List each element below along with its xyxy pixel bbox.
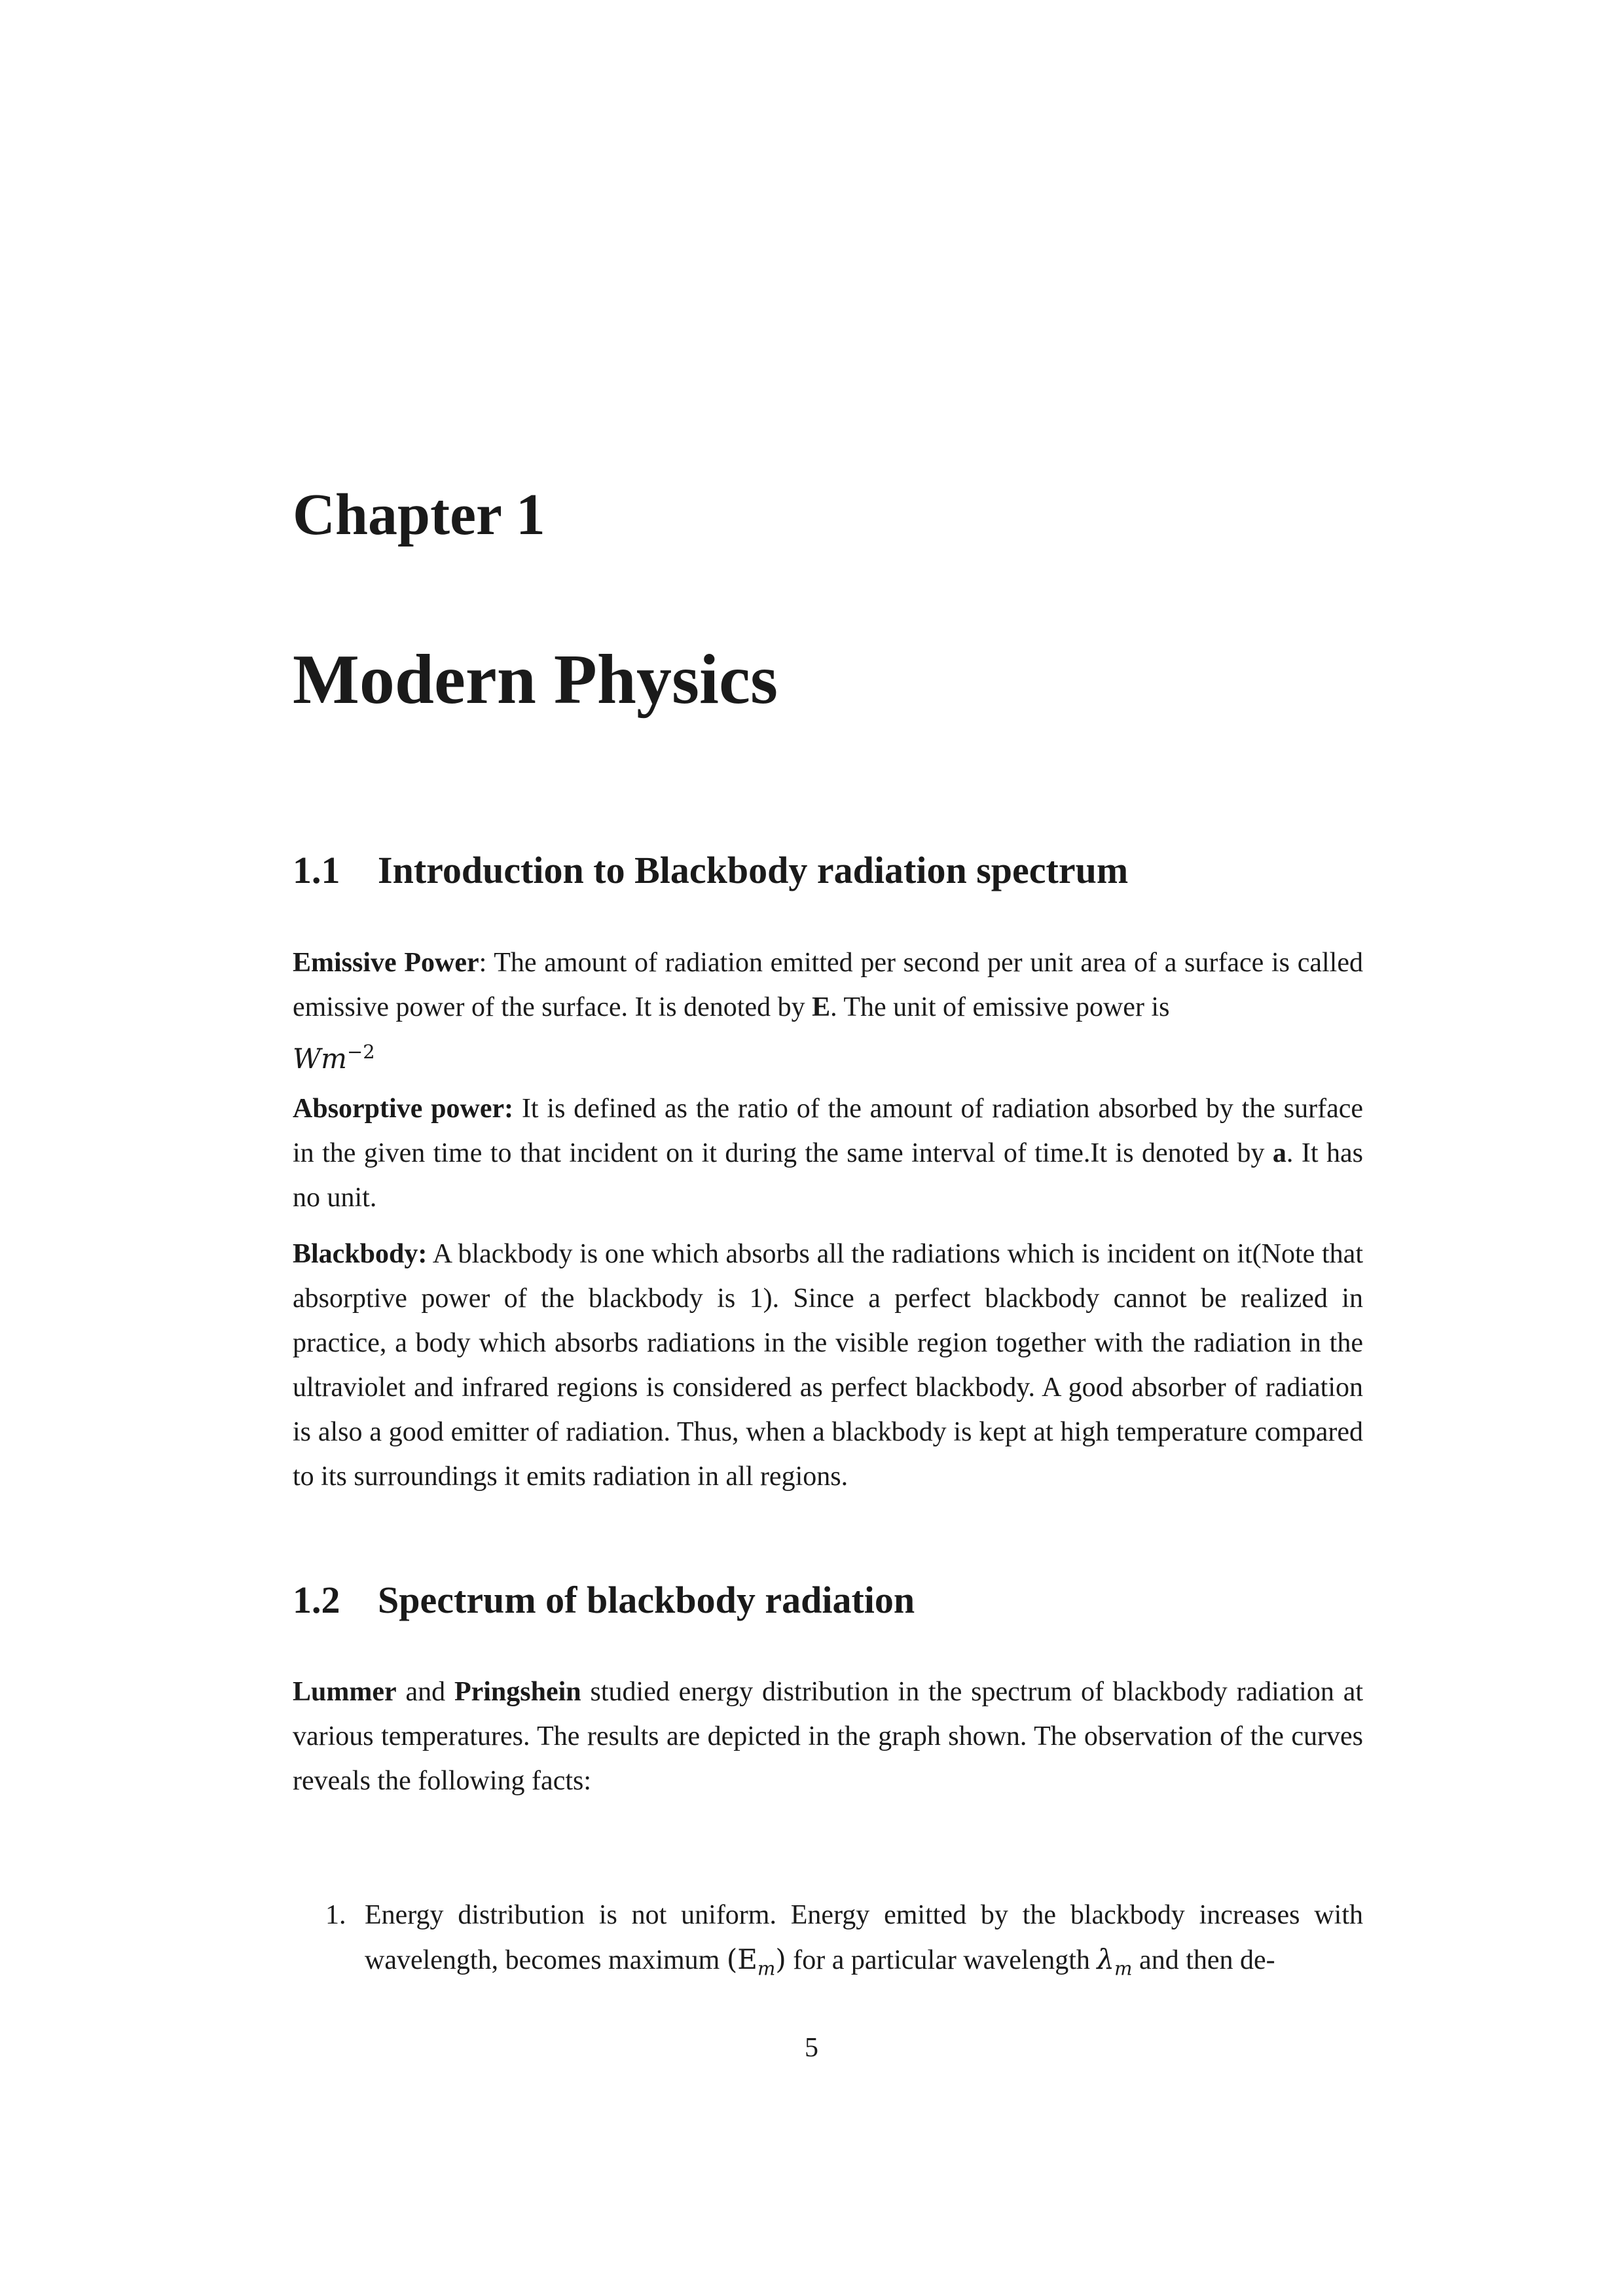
symbol-e: E (812, 992, 831, 1022)
term-blackbody: Blackbody: (293, 1239, 428, 1269)
page-number: 5 (805, 2033, 818, 2063)
paragraph-text: . It has no unit. (293, 1138, 1363, 1213)
lambda-subscript: m (1114, 1957, 1133, 1980)
section-title: Introduction to Blackbody radiation spectrum (378, 849, 1129, 891)
chapter-label: Chapter 1 (293, 482, 545, 547)
lambda-symbol (1097, 1943, 1133, 1980)
symbol-a: a (1272, 1138, 1286, 1168)
section-number: 1.2 (293, 1579, 340, 1621)
term-absorptive-power: Absorptive power: (293, 1094, 514, 1124)
paragraph-absorptive-power (293, 1086, 1363, 1220)
name-lummer: Lummer (293, 1677, 397, 1707)
em-subscript: m (757, 1957, 776, 1980)
paragraph-text: : The amount of radiation emitted per second per unit area of a surface is called emissive power of the surface. It is denoted by (293, 948, 1363, 1022)
paragraph-text: . The unit of emissive power is (830, 992, 1170, 1022)
list-item-text: and then de- (1132, 1945, 1275, 1975)
name-pringshein: Pringshein (454, 1677, 581, 1707)
paragraph-blackbody (293, 1232, 1363, 1499)
list-item-number: 1. (325, 1900, 346, 1930)
list-item (293, 1893, 1363, 1990)
section-number: 1.1 (293, 849, 340, 891)
joiner-text: and (396, 1677, 454, 1707)
term-emissive-power: Emissive Power (293, 948, 479, 978)
paragraph-spectrum (293, 1670, 1363, 1803)
em-symbol (726, 1943, 786, 1980)
section-title: Spectrum of blackbody radiation (378, 1579, 915, 1621)
list-item-text: for a particular wavelength (786, 1945, 1097, 1975)
unit-exponent: −2 (347, 1041, 375, 1063)
em-open: (E (726, 1943, 757, 1975)
chapter-title: Modern Physics (293, 641, 778, 719)
paragraph-text: studied energy distribution in the spectrum of blackbody radiation at various temperatures. The results are depicted in the graph shown. The observation of the curves reveals the following facts: (293, 1677, 1363, 1796)
facts-list (293, 1893, 1363, 1990)
section-heading-1-2 (293, 1581, 915, 1619)
paragraph-text: It is defined as the ratio of the amount of radiation absorbed by the surface in the given time to that incident on it during the same interval of time.It is denoted by (293, 1094, 1364, 1168)
paragraph-emissive-power (293, 941, 1363, 1082)
lambda-char: λ (1097, 1943, 1115, 1975)
unit-formula (293, 1043, 375, 1075)
list-item-text: Energy distribution is not uniform. Energy emitted by the blackbody increases with wavelength, becomes maximum (365, 1900, 1363, 1975)
paragraph-text: A blackbody is one which absorbs all the radiations which is incident on it(Note that absorptive power of the blackbody is 1). Since a perfect blackbody cannot be realized in practice, a body which absorbs radiations in the visible region together with the radiation in the ultraviolet and infrared regions is considered as perfect blackbody. A good absorber of radiation is also a good emitter of radiation. Thus, when a blackbody is kept at high temperature compared to its surroundings it emits radiation in all regions. (293, 1239, 1363, 1492)
section-heading-1-1 (293, 849, 1129, 891)
em-close: ) (775, 1943, 786, 1975)
unit-base: Wm (293, 1043, 347, 1075)
